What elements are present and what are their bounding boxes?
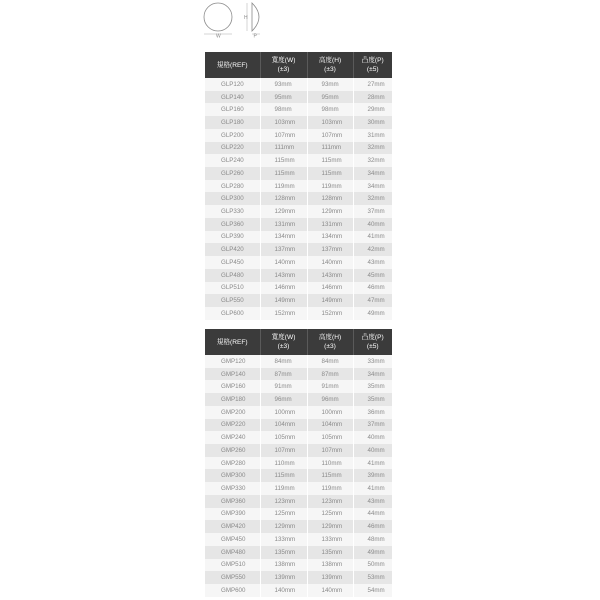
table-row: [205, 167, 392, 180]
height-cell: 128mm: [307, 192, 353, 205]
table-row: [205, 559, 392, 572]
table-row: [205, 533, 392, 546]
table-row: [205, 91, 392, 104]
width-cell: 104mm: [260, 419, 307, 432]
ref-cell: GMP330: [205, 482, 260, 495]
table-row: [205, 205, 392, 218]
depth-cell: 43mm: [353, 495, 392, 508]
height-cell: 138mm: [307, 559, 353, 572]
height-cell: 110mm: [307, 457, 353, 470]
ref-cell: GLP480: [205, 269, 260, 282]
table-row: [205, 431, 392, 444]
depth-cell: 40mm: [353, 431, 392, 444]
ref-cell: GMP140: [205, 368, 260, 381]
width-cell: 123mm: [260, 495, 307, 508]
height-cell: 152mm: [307, 307, 353, 320]
width-cell: 115mm: [260, 167, 307, 180]
front-view-circle: [204, 3, 232, 31]
ref-cell: GMP280: [205, 457, 260, 470]
width-label: W: [216, 33, 221, 38]
table-row: [205, 307, 392, 320]
height-cell: 133mm: [307, 533, 353, 546]
ref-cell: GMP450: [205, 533, 260, 546]
table-row: [205, 269, 392, 282]
width-cell: 138mm: [260, 559, 307, 572]
depth-cell: 27mm: [353, 78, 392, 91]
height-cell: 105mm: [307, 431, 353, 444]
table-row: [205, 546, 392, 559]
ref-cell: GLP550: [205, 294, 260, 307]
width-cell: 140mm: [260, 584, 307, 597]
depth-cell: 35mm: [353, 393, 392, 406]
depth-cell: 29mm: [353, 103, 392, 116]
height-cell: 107mm: [307, 444, 353, 457]
table-row: [205, 282, 392, 295]
ref-cell: GMP160: [205, 380, 260, 393]
height-cell: 119mm: [307, 180, 353, 193]
ref-cell: GMP420: [205, 520, 260, 533]
height-cell: 111mm: [307, 142, 353, 155]
height-cell: 139mm: [307, 571, 353, 584]
ref-cell: GLP360: [205, 218, 260, 231]
height-cell: 107mm: [307, 129, 353, 142]
header-depth: 凸度(P) (±5): [353, 329, 392, 355]
header-ref: 規格(REF): [205, 52, 260, 78]
width-cell: 119mm: [260, 180, 307, 193]
width-cell: 146mm: [260, 282, 307, 295]
header-height: 高度(H) (±3): [307, 329, 353, 355]
width-cell: 137mm: [260, 243, 307, 256]
depth-cell: 39mm: [353, 469, 392, 482]
table-row: [205, 129, 392, 142]
width-cell: 111mm: [260, 142, 307, 155]
table-row: [205, 469, 392, 482]
ref-cell: GMP260: [205, 444, 260, 457]
depth-cell: 45mm: [353, 269, 392, 282]
gmp-table-body: [205, 355, 392, 597]
width-cell: 129mm: [260, 205, 307, 218]
depth-cell: 42mm: [353, 243, 392, 256]
width-cell: 107mm: [260, 444, 307, 457]
ref-cell: GLP420: [205, 243, 260, 256]
height-cell: 129mm: [307, 205, 353, 218]
height-cell: 135mm: [307, 546, 353, 559]
ref-cell: GLP300: [205, 192, 260, 205]
height-cell: 143mm: [307, 269, 353, 282]
width-cell: 140mm: [260, 256, 307, 269]
ref-cell: GMP220: [205, 419, 260, 432]
table-row: [205, 218, 392, 231]
glp-spec-table: [205, 52, 392, 320]
width-cell: 95mm: [260, 91, 307, 104]
ref-cell: GLP280: [205, 180, 260, 193]
ref-cell: GLP200: [205, 129, 260, 142]
side-view-dome: [252, 3, 259, 31]
depth-cell: 37mm: [353, 419, 392, 432]
height-cell: 103mm: [307, 116, 353, 129]
width-cell: 98mm: [260, 103, 307, 116]
depth-cell: 48mm: [353, 533, 392, 546]
width-cell: 103mm: [260, 116, 307, 129]
depth-cell: 43mm: [353, 256, 392, 269]
table-row: [205, 180, 392, 193]
depth-cell: 28mm: [353, 91, 392, 104]
depth-cell: 53mm: [353, 571, 392, 584]
depth-cell: 50mm: [353, 559, 392, 572]
width-cell: 96mm: [260, 393, 307, 406]
table-row: [205, 368, 392, 381]
height-cell: 84mm: [307, 355, 353, 368]
table-row: [205, 355, 392, 368]
ref-cell: GLP330: [205, 205, 260, 218]
height-cell: 146mm: [307, 282, 353, 295]
ref-cell: GLP260: [205, 167, 260, 180]
height-cell: 95mm: [307, 91, 353, 104]
header-height: 高度(H) (±3): [307, 52, 353, 78]
depth-cell: 41mm: [353, 231, 392, 244]
width-cell: 115mm: [260, 469, 307, 482]
ref-cell: GMP200: [205, 406, 260, 419]
width-cell: 128mm: [260, 192, 307, 205]
glp-table-body: [205, 78, 392, 320]
ref-cell: GMP360: [205, 495, 260, 508]
width-cell: 135mm: [260, 546, 307, 559]
ref-cell: GLP450: [205, 256, 260, 269]
table-row: [205, 495, 392, 508]
glp-table-header: [205, 52, 392, 78]
ref-cell: GMP180: [205, 393, 260, 406]
table-row: [205, 78, 392, 91]
ref-cell: GMP600: [205, 584, 260, 597]
depth-cell: 33mm: [353, 355, 392, 368]
table-row: [205, 584, 392, 597]
ref-cell: GMP300: [205, 469, 260, 482]
height-cell: 115mm: [307, 167, 353, 180]
ref-cell: GLP600: [205, 307, 260, 320]
table-row: [205, 457, 392, 470]
height-cell: 140mm: [307, 584, 353, 597]
ref-cell: GMP550: [205, 571, 260, 584]
width-cell: 125mm: [260, 508, 307, 521]
width-cell: 131mm: [260, 218, 307, 231]
width-cell: 134mm: [260, 231, 307, 244]
depth-cell: 34mm: [353, 368, 392, 381]
ref-cell: GMP120: [205, 355, 260, 368]
gmp-table-header: [205, 329, 392, 355]
dimension-diagram: [200, 2, 280, 38]
width-cell: 84mm: [260, 355, 307, 368]
table-row: [205, 520, 392, 533]
width-cell: 139mm: [260, 571, 307, 584]
depth-cell: 40mm: [353, 218, 392, 231]
table-row: [205, 482, 392, 495]
height-cell: 87mm: [307, 368, 353, 381]
width-cell: 143mm: [260, 269, 307, 282]
header-width: 寬度(W) (±3): [260, 329, 307, 355]
depth-cell: 30mm: [353, 116, 392, 129]
table-row: [205, 508, 392, 521]
depth-cell: 54mm: [353, 584, 392, 597]
ref-cell: GLP140: [205, 91, 260, 104]
depth-cell: 36mm: [353, 406, 392, 419]
depth-cell: 46mm: [353, 282, 392, 295]
ref-cell: GLP120: [205, 78, 260, 91]
height-cell: 149mm: [307, 294, 353, 307]
ref-cell: GLP510: [205, 282, 260, 295]
table-row: [205, 256, 392, 269]
ref-cell: GMP480: [205, 546, 260, 559]
height-cell: 137mm: [307, 243, 353, 256]
ref-cell: GLP180: [205, 116, 260, 129]
depth-cell: 31mm: [353, 129, 392, 142]
height-cell: 98mm: [307, 103, 353, 116]
gmp-spec-table: [205, 329, 392, 597]
table-row: [205, 116, 392, 129]
table-row: [205, 192, 392, 205]
ref-cell: GLP220: [205, 142, 260, 155]
width-cell: 100mm: [260, 406, 307, 419]
table-row: [205, 294, 392, 307]
height-label: H: [244, 15, 248, 21]
table-row: [205, 393, 392, 406]
ref-cell: GMP240: [205, 431, 260, 444]
depth-cell: 41mm: [353, 457, 392, 470]
width-cell: 149mm: [260, 294, 307, 307]
height-cell: 104mm: [307, 419, 353, 432]
height-cell: 129mm: [307, 520, 353, 533]
header-depth: 凸度(P) (±5): [353, 52, 392, 78]
width-cell: 115mm: [260, 154, 307, 167]
depth-cell: 32mm: [353, 154, 392, 167]
ref-cell: GLP390: [205, 231, 260, 244]
depth-cell: 40mm: [353, 444, 392, 457]
width-cell: 87mm: [260, 368, 307, 381]
depth-cell: 34mm: [353, 167, 392, 180]
table-row: [205, 142, 392, 155]
width-cell: 133mm: [260, 533, 307, 546]
table-row: [205, 103, 392, 116]
depth-cell: 49mm: [353, 307, 392, 320]
ref-cell: GMP390: [205, 508, 260, 521]
table-row: [205, 243, 392, 256]
depth-cell: 32mm: [353, 142, 392, 155]
table-row: [205, 231, 392, 244]
header-ref: 規格(REF): [205, 329, 260, 355]
depth-cell: 37mm: [353, 205, 392, 218]
height-cell: 123mm: [307, 495, 353, 508]
width-cell: 110mm: [260, 457, 307, 470]
table-row: [205, 571, 392, 584]
table-row: [205, 380, 392, 393]
ref-cell: GLP160: [205, 103, 260, 116]
height-cell: 115mm: [307, 469, 353, 482]
width-cell: 105mm: [260, 431, 307, 444]
height-cell: 125mm: [307, 508, 353, 521]
width-cell: 152mm: [260, 307, 307, 320]
ref-cell: GLP240: [205, 154, 260, 167]
height-cell: 119mm: [307, 482, 353, 495]
width-cell: 129mm: [260, 520, 307, 533]
depth-cell: 46mm: [353, 520, 392, 533]
depth-cell: 49mm: [353, 546, 392, 559]
depth-cell: 44mm: [353, 508, 392, 521]
height-cell: 115mm: [307, 154, 353, 167]
depth-cell: 34mm: [353, 180, 392, 193]
height-cell: 131mm: [307, 218, 353, 231]
table-row: [205, 419, 392, 432]
height-cell: 93mm: [307, 78, 353, 91]
width-cell: 91mm: [260, 380, 307, 393]
depth-cell: 47mm: [353, 294, 392, 307]
height-cell: 134mm: [307, 231, 353, 244]
height-cell: 91mm: [307, 380, 353, 393]
depth-label: P: [253, 33, 257, 38]
height-cell: 100mm: [307, 406, 353, 419]
height-cell: 96mm: [307, 393, 353, 406]
table-row: [205, 406, 392, 419]
table-row: [205, 444, 392, 457]
table-row: [205, 154, 392, 167]
height-cell: 140mm: [307, 256, 353, 269]
width-cell: 93mm: [260, 78, 307, 91]
width-cell: 119mm: [260, 482, 307, 495]
depth-cell: 35mm: [353, 380, 392, 393]
ref-cell: GMP510: [205, 559, 260, 572]
header-width: 寬度(W) (±3): [260, 52, 307, 78]
depth-cell: 32mm: [353, 192, 392, 205]
depth-cell: 41mm: [353, 482, 392, 495]
width-cell: 107mm: [260, 129, 307, 142]
